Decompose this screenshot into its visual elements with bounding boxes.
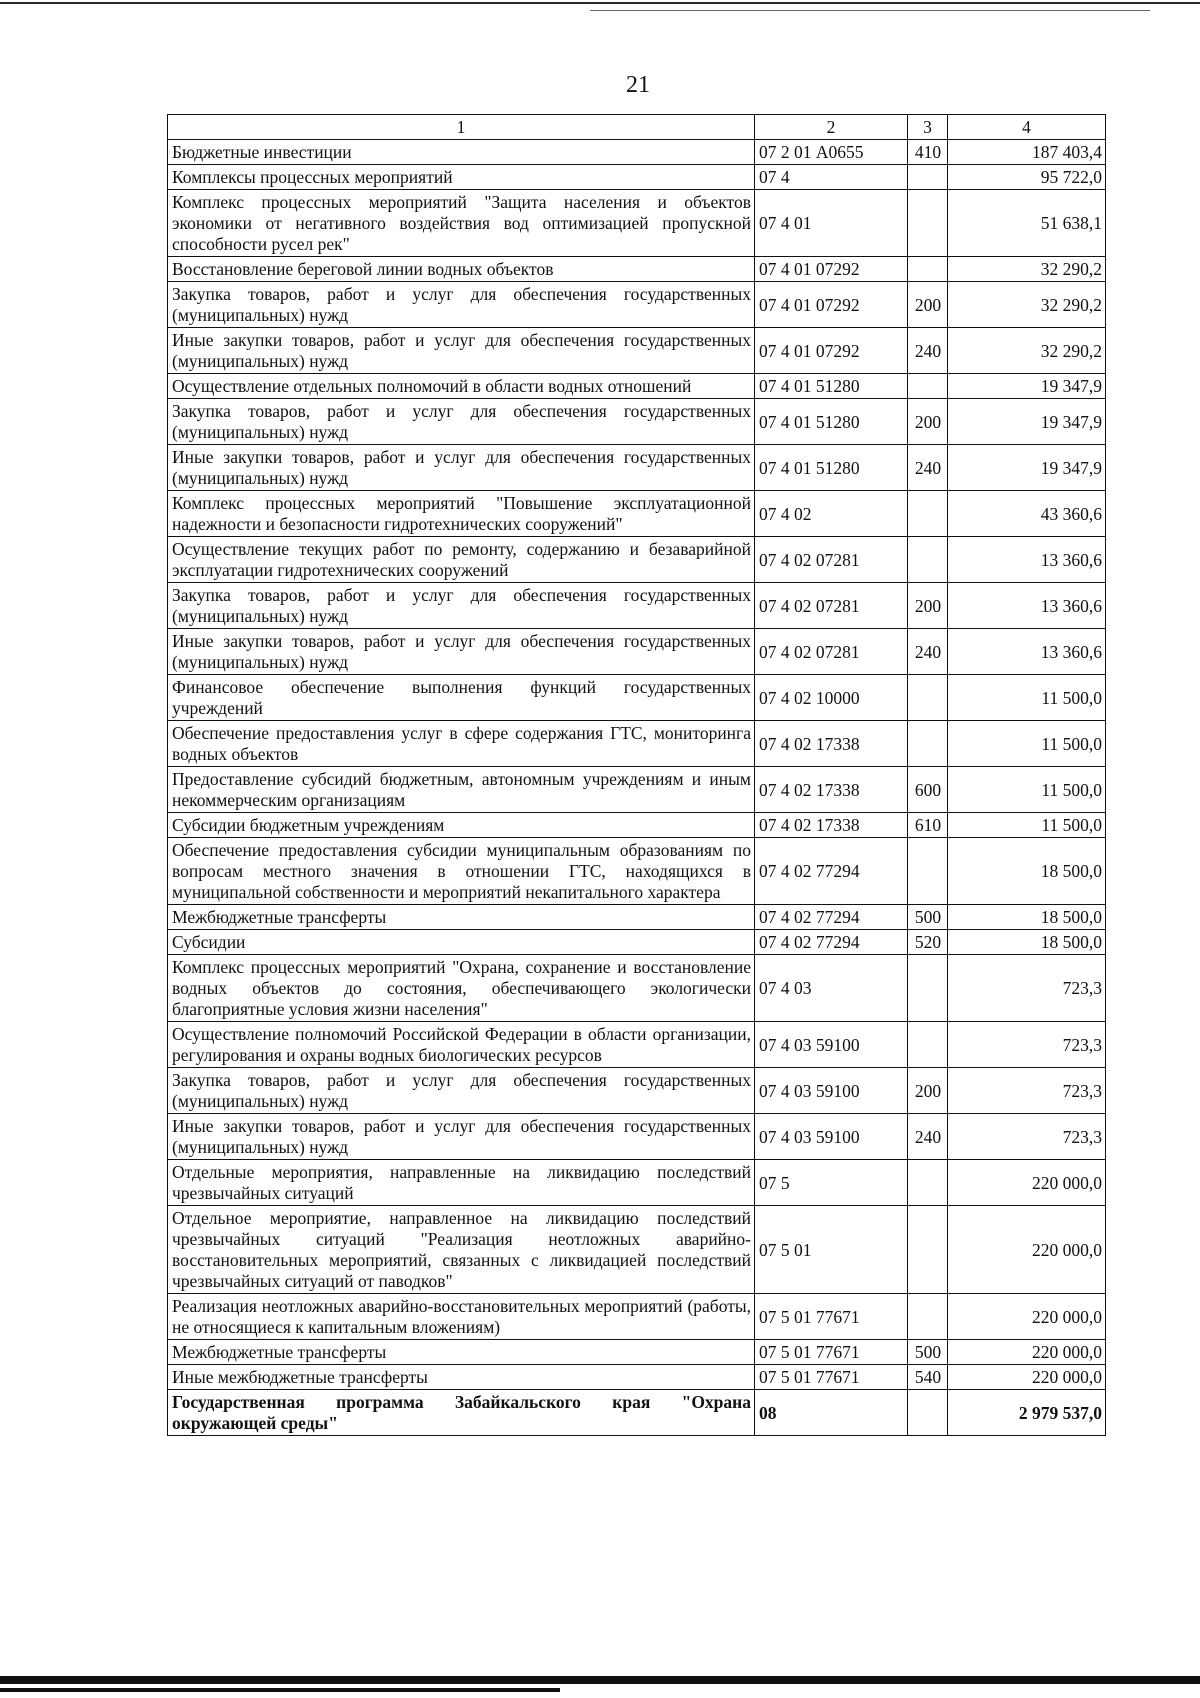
- table-row: [168, 399, 1106, 445]
- row-code-cell: 07 5 01 77671: [755, 1365, 908, 1390]
- row-code-cell: 07 4 02 07281: [755, 537, 908, 583]
- row-type-cell: 410: [908, 140, 948, 165]
- row-sum-cell: 18 500,0: [948, 930, 1106, 955]
- row-type-cell: 540: [908, 1365, 948, 1390]
- table-row: [168, 165, 1106, 190]
- row-sum-cell: 51 638,1: [948, 190, 1106, 257]
- row-code-cell: 07 4 03 59100: [755, 1068, 908, 1114]
- row-code-cell: 07 5 01 77671: [755, 1294, 908, 1340]
- row-type-cell: 200: [908, 1068, 948, 1114]
- row-type-cell: [908, 257, 948, 282]
- row-type-cell: [908, 190, 948, 257]
- row-sum-cell: 32 290,2: [948, 328, 1106, 374]
- row-name-cell: Осуществление текущих работ по ремонту, содержанию и безаварийной эксплуатации гидротехнических сооружений: [168, 537, 755, 583]
- row-code-cell: 07 4 01 51280: [755, 445, 908, 491]
- row-code-cell: 07 4 02 77294: [755, 838, 908, 905]
- row-type-cell: 200: [908, 399, 948, 445]
- row-type-cell: 240: [908, 1114, 948, 1160]
- row-type-cell: [908, 955, 948, 1022]
- scan-bottom-border-secondary: [0, 1688, 560, 1692]
- row-code-cell: 07 4 01 51280: [755, 399, 908, 445]
- row-sum-cell: 723,3: [948, 1068, 1106, 1114]
- row-name-cell: Комплекс процессных мероприятий "Охрана, сохранение и восстановление водных объектов до состояния, обеспечивающего экологически благоприятные условия жизни населения": [168, 955, 755, 1022]
- row-code-cell: 07 5: [755, 1160, 908, 1206]
- row-name-cell: Бюджетные инвестиции: [168, 140, 755, 165]
- table-row: [168, 955, 1106, 1022]
- row-sum-cell: 187 403,4: [948, 140, 1106, 165]
- row-code-cell: 07 4 02 07281: [755, 583, 908, 629]
- row-name-cell: Субсидии: [168, 930, 755, 955]
- row-type-cell: [908, 721, 948, 767]
- row-name-cell: Комплекс процессных мероприятий "Повышение эксплуатационной надежности и безопасности гидротехнических сооружений": [168, 491, 755, 537]
- table-row: [168, 374, 1106, 399]
- row-type-cell: 200: [908, 282, 948, 328]
- row-code-cell: 07 5 01 77671: [755, 1340, 908, 1365]
- table-row: [168, 1390, 1106, 1436]
- row-name-cell: Закупка товаров, работ и услуг для обеспечения государственных (муниципальных) нужд: [168, 399, 755, 445]
- row-code-cell: 07 5 01: [755, 1206, 908, 1294]
- row-code-cell: 07 4 01 07292: [755, 328, 908, 374]
- row-sum-cell: 723,3: [948, 1114, 1106, 1160]
- row-type-cell: [908, 838, 948, 905]
- table-header-row: [168, 115, 1106, 140]
- row-sum-cell: 19 347,9: [948, 445, 1106, 491]
- table-body: [168, 140, 1106, 1436]
- row-type-cell: [908, 374, 948, 399]
- row-code-cell: 07 4 01: [755, 190, 908, 257]
- scan-top-border: [0, 2, 1200, 4]
- table-row: [168, 675, 1106, 721]
- row-type-cell: [908, 1390, 948, 1436]
- scan-top-border-secondary: [590, 10, 1150, 11]
- row-name-cell: Закупка товаров, работ и услуг для обеспечения государственных (муниципальных) нужд: [168, 282, 755, 328]
- row-code-cell: 07 4 02 77294: [755, 905, 908, 930]
- row-sum-cell: 220 000,0: [948, 1340, 1106, 1365]
- table-row: [168, 930, 1106, 955]
- row-sum-cell: 13 360,6: [948, 537, 1106, 583]
- table-row: [168, 537, 1106, 583]
- row-type-cell: [908, 1206, 948, 1294]
- row-type-cell: 200: [908, 583, 948, 629]
- row-name-cell: Отдельное мероприятие, направленное на ликвидацию последствий чрезвычайных ситуаций "Реализация неотложных аварийно-восстановительных мероприятий, связанных с ликвидацией последствий чрезвычайных ситуаций от паводков": [168, 1206, 755, 1294]
- row-name-cell: Иные закупки товаров, работ и услуг для обеспечения государственных (муниципальных) нужд: [168, 1114, 755, 1160]
- table-row: [168, 257, 1106, 282]
- table-row: [168, 629, 1106, 675]
- row-code-cell: 07 4 02 17338: [755, 767, 908, 813]
- row-type-cell: 500: [908, 1340, 948, 1365]
- table-row: [168, 445, 1106, 491]
- row-code-cell: 07 4 03: [755, 955, 908, 1022]
- row-type-cell: [908, 165, 948, 190]
- row-type-cell: 500: [908, 905, 948, 930]
- row-sum-cell: 43 360,6: [948, 491, 1106, 537]
- row-name-cell: Иные межбюджетные трансферты: [168, 1365, 755, 1390]
- row-name-cell: Межбюджетные трансферты: [168, 1340, 755, 1365]
- table-row: [168, 190, 1106, 257]
- row-sum-cell: 723,3: [948, 1022, 1106, 1068]
- row-name-cell: Государственная программа Забайкальского края "Охрана окружающей среды": [168, 1390, 755, 1436]
- table-row: [168, 1114, 1106, 1160]
- row-type-cell: 520: [908, 930, 948, 955]
- row-name-cell: Предоставление субсидий бюджетным, автономным учреждениям и иным некоммерческим организациям: [168, 767, 755, 813]
- row-sum-cell: 13 360,6: [948, 629, 1106, 675]
- row-code-cell: 07 4 02 17338: [755, 813, 908, 838]
- row-code-cell: 07 4 01 07292: [755, 282, 908, 328]
- row-name-cell: Реализация неотложных аварийно-восстановительных мероприятий (работы, не относящиеся к капитальным вложениям): [168, 1294, 755, 1340]
- row-name-cell: Межбюджетные трансферты: [168, 905, 755, 930]
- table-row: [168, 1022, 1106, 1068]
- table-row: [168, 1340, 1106, 1365]
- row-name-cell: Иные закупки товаров, работ и услуг для обеспечения государственных (муниципальных) нужд: [168, 629, 755, 675]
- column-header-3: 3: [908, 115, 948, 140]
- row-name-cell: Отдельные мероприятия, направленные на ликвидацию последствий чрезвычайных ситуаций: [168, 1160, 755, 1206]
- row-code-cell: 07 4 02 77294: [755, 930, 908, 955]
- row-sum-cell: 11 500,0: [948, 813, 1106, 838]
- row-name-cell: Закупка товаров, работ и услуг для обеспечения государственных (муниципальных) нужд: [168, 583, 755, 629]
- table-row: [168, 1068, 1106, 1114]
- budget-table: [167, 114, 1106, 1436]
- row-name-cell: Обеспечение предоставления субсидии муниципальным образованиям по вопросам местного значения в отношении ГТС, находящихся в муниципальной собственности и мероприятий некапитального характера: [168, 838, 755, 905]
- row-code-cell: 08: [755, 1390, 908, 1436]
- table-row: [168, 1294, 1106, 1340]
- row-type-cell: [908, 675, 948, 721]
- row-sum-cell: 220 000,0: [948, 1294, 1106, 1340]
- row-name-cell: Комплекс процессных мероприятий "Защита населения и объектов экономики от негативного воздействия вод оптимизацией пропускной способности русел рек": [168, 190, 755, 257]
- table-row: [168, 1365, 1106, 1390]
- row-name-cell: Финансовое обеспечение выполнения функций государственных учреждений: [168, 675, 755, 721]
- row-code-cell: 07 4 01 07292: [755, 257, 908, 282]
- row-type-cell: 240: [908, 629, 948, 675]
- row-sum-cell: 18 500,0: [948, 905, 1106, 930]
- row-type-cell: [908, 1160, 948, 1206]
- row-sum-cell: 32 290,2: [948, 257, 1106, 282]
- row-sum-cell: 220 000,0: [948, 1160, 1106, 1206]
- column-header-2: 2: [755, 115, 908, 140]
- table-row: [168, 813, 1106, 838]
- row-sum-cell: 723,3: [948, 955, 1106, 1022]
- row-type-cell: [908, 1294, 948, 1340]
- row-code-cell: 07 4 02 10000: [755, 675, 908, 721]
- row-sum-cell: 11 500,0: [948, 767, 1106, 813]
- row-sum-cell: 11 500,0: [948, 721, 1106, 767]
- table-row: [168, 583, 1106, 629]
- row-name-cell: Субсидии бюджетным учреждениям: [168, 813, 755, 838]
- row-name-cell: Закупка товаров, работ и услуг для обеспечения государственных (муниципальных) нужд: [168, 1068, 755, 1114]
- row-name-cell: Обеспечение предоставления услуг в сфере содержания ГТС, мониторинга водных объектов: [168, 721, 755, 767]
- table-row: [168, 140, 1106, 165]
- row-code-cell: 07 4 02: [755, 491, 908, 537]
- row-sum-cell: 95 722,0: [948, 165, 1106, 190]
- row-code-cell: 07 4 03 59100: [755, 1022, 908, 1068]
- row-type-cell: [908, 537, 948, 583]
- column-header-1: 1: [168, 115, 755, 140]
- row-code-cell: 07 4: [755, 165, 908, 190]
- row-name-cell: Иные закупки товаров, работ и услуг для обеспечения государственных (муниципальных) нужд: [168, 445, 755, 491]
- scan-bottom-border: [0, 1676, 1200, 1684]
- row-type-cell: 600: [908, 767, 948, 813]
- row-sum-cell: 220 000,0: [948, 1365, 1106, 1390]
- row-code-cell: 07 2 01 А0655: [755, 140, 908, 165]
- table-row: [168, 491, 1106, 537]
- row-sum-cell: 220 000,0: [948, 1206, 1106, 1294]
- table-row: [168, 1206, 1106, 1294]
- table-row: [168, 328, 1106, 374]
- row-type-cell: 240: [908, 445, 948, 491]
- row-sum-cell: 19 347,9: [948, 399, 1106, 445]
- row-code-cell: 07 4 01 51280: [755, 374, 908, 399]
- row-code-cell: 07 4 03 59100: [755, 1114, 908, 1160]
- row-type-cell: 610: [908, 813, 948, 838]
- row-code-cell: 07 4 02 17338: [755, 721, 908, 767]
- row-type-cell: 240: [908, 328, 948, 374]
- row-name-cell: Осуществление отдельных полномочий в области водных отношений: [168, 374, 755, 399]
- row-code-cell: 07 4 02 07281: [755, 629, 908, 675]
- row-name-cell: Осуществление полномочий Российской Федерации в области организации, регулирования и охраны водных биологических ресурсов: [168, 1022, 755, 1068]
- table-row: [168, 838, 1106, 905]
- row-sum-cell: 11 500,0: [948, 675, 1106, 721]
- table-row: [168, 721, 1106, 767]
- row-name-cell: Иные закупки товаров, работ и услуг для обеспечения государственных (муниципальных) нужд: [168, 328, 755, 374]
- row-type-cell: [908, 1022, 948, 1068]
- row-sum-cell: 18 500,0: [948, 838, 1106, 905]
- row-sum-cell: 32 290,2: [948, 282, 1106, 328]
- row-name-cell: Комплексы процессных мероприятий: [168, 165, 755, 190]
- row-sum-cell: 19 347,9: [948, 374, 1106, 399]
- row-type-cell: [908, 491, 948, 537]
- table-row: [168, 905, 1106, 930]
- row-sum-cell: 2 979 537,0: [948, 1390, 1106, 1436]
- table-row: [168, 767, 1106, 813]
- row-sum-cell: 13 360,6: [948, 583, 1106, 629]
- table-row: [168, 282, 1106, 328]
- column-header-4: 4: [948, 115, 1106, 140]
- table-row: [168, 1160, 1106, 1206]
- row-name-cell: Восстановление береговой линии водных объектов: [168, 257, 755, 282]
- page-number: 21: [626, 72, 650, 98]
